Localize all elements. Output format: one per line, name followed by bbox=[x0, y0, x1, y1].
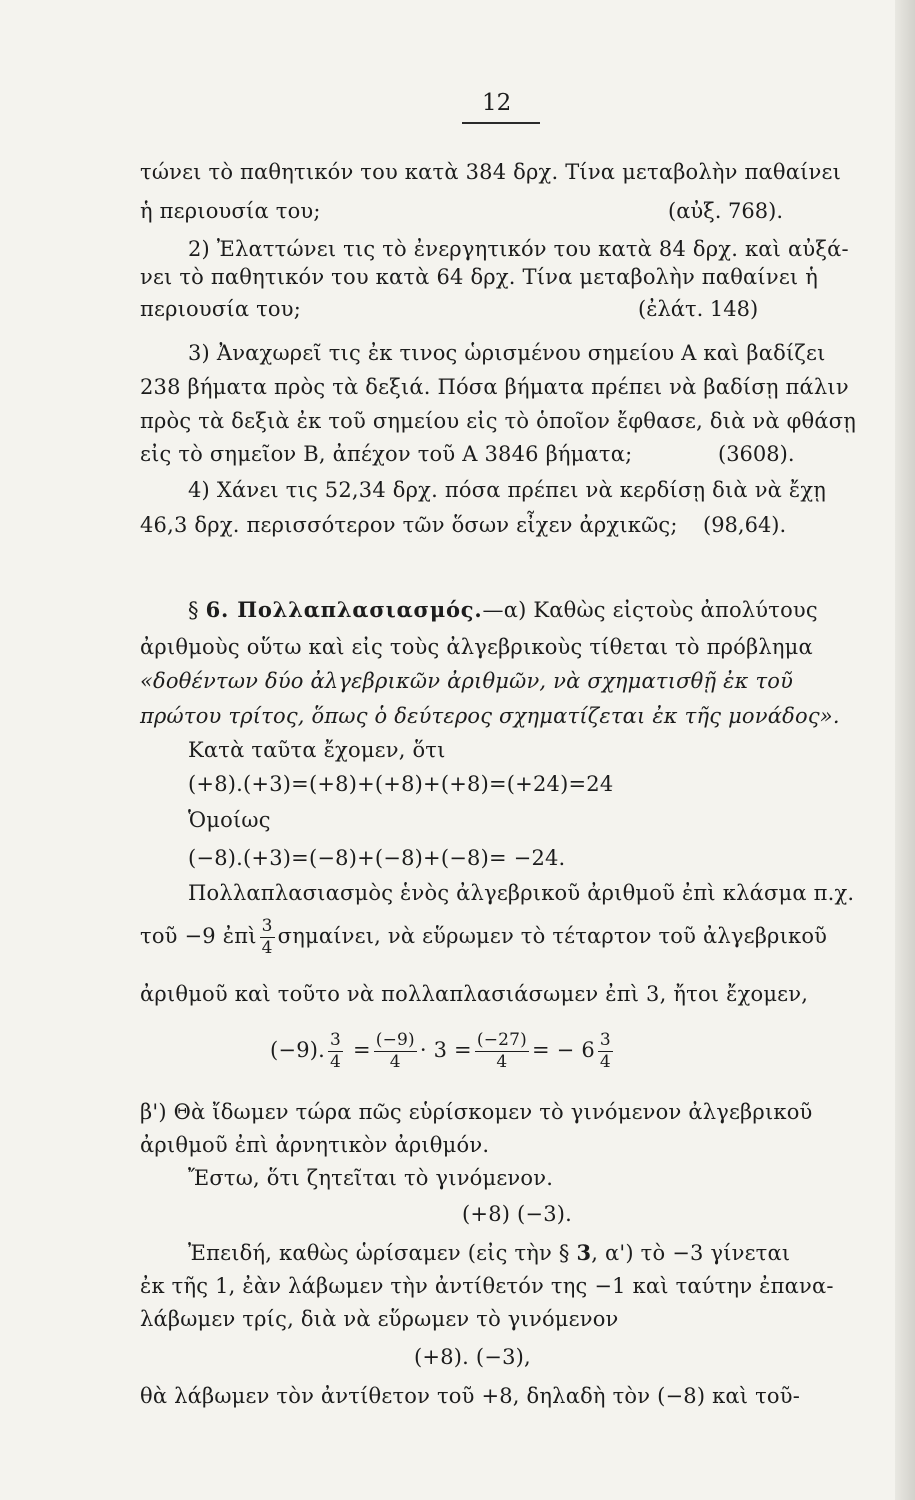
equation-part: · 3 = bbox=[419, 1038, 472, 1062]
fraction-numerator: (−9) bbox=[375, 1030, 415, 1050]
fraction-numerator: 3 bbox=[261, 916, 273, 936]
equals-sign: = bbox=[352, 1038, 371, 1062]
answer: (ἐλάτ. 148) bbox=[638, 297, 759, 321]
section-heading bbox=[188, 597, 818, 622]
text-line: περιουσία του; bbox=[140, 297, 301, 321]
text-line: Ἔστω, ὅτι ζητεῖται τὸ γινόμενον. bbox=[188, 1166, 554, 1190]
text-line: θὰ λάβωμεν τὸν ἀντίθετον τοῦ +8, δηλαδὴ τὸν (−8) καὶ τοῦ- bbox=[140, 1384, 801, 1408]
page-number: 12 bbox=[482, 90, 512, 116]
text-line: εἰς τὸ σημεῖον Β, ἀπέχον τοῦ Α 3846 βήματα; bbox=[140, 442, 633, 466]
text-line: 46,3 δρχ. περισσότερον τῶν ὅσων εἶχεν ἀρχικῶς; bbox=[140, 513, 678, 537]
fraction-numerator: (−27) bbox=[476, 1030, 527, 1050]
section-reference: 3 bbox=[576, 1240, 592, 1265]
fraction bbox=[475, 1032, 529, 1071]
page-edge-shadow bbox=[895, 0, 915, 1500]
text-line: ἀριθμοῦ καὶ τοῦτο νὰ πολλαπλασιάσωμεν ἐπὶ 3, ἤτοι ἔχομεν, bbox=[140, 982, 809, 1006]
fraction-denominator: 4 bbox=[599, 1052, 611, 1072]
answer: (αὐξ. 768). bbox=[668, 199, 784, 223]
text-line: τώνει τὸ παθητικόν του κατὰ 384 δρχ. Τίνα μεταβολὴν παθαίνει bbox=[140, 160, 842, 184]
equation: (+8) (−3). bbox=[462, 1202, 573, 1226]
fraction-line bbox=[140, 918, 827, 957]
fraction-denominator: 4 bbox=[389, 1052, 401, 1072]
text-fragment: σημαίνει, νὰ εὕρωμεν τὸ τέταρτον τοῦ ἀλγεβρικοῦ bbox=[277, 924, 828, 948]
fraction bbox=[374, 1032, 417, 1071]
text-line: Πολλαπλασιασμὸς ἑνὸς ἀλγεβρικοῦ ἀριθμοῦ ἐπὶ κλάσμα π.χ. bbox=[188, 881, 855, 905]
text-line: πρὸς τὰ δεξιὰ ἐκ τοῦ σημείου εἰς τὸ ὁποῖον ἔφθασε, διὰ νὰ φθάσῃ bbox=[140, 409, 857, 433]
fraction-denominator: 4 bbox=[330, 1052, 342, 1072]
text-line: ἡ περιουσία του; bbox=[140, 199, 321, 223]
exercise-3: 3) Ἀναχωρεῖ τις ἐκ τινος ὡρισμένου σημείου Α καὶ βαδίζει bbox=[188, 341, 826, 365]
fraction-numerator: 3 bbox=[330, 1030, 342, 1050]
text-line bbox=[188, 1240, 790, 1265]
fraction-denominator: 4 bbox=[261, 938, 273, 958]
fraction-equation bbox=[270, 1032, 616, 1071]
answer: (3608). bbox=[718, 442, 795, 466]
fraction bbox=[260, 918, 275, 957]
text-fragment: Ἐπειδή, καθὼς ὡρίσαμεν (εἰς τὴν § bbox=[188, 1241, 570, 1265]
page-number-rule bbox=[462, 122, 540, 124]
text-line: ἀριθμοῦ ἐπὶ ἀρνητικὸν ἀριθμόν. bbox=[140, 1133, 490, 1157]
exercise-2: 2) Ἐλαττώνει τις τὸ ἐνεργητικόν του κατὰ 84 δρχ. καὶ αὐξά- bbox=[188, 237, 849, 261]
fraction bbox=[598, 1032, 613, 1071]
text-line: β') Θὰ ἴδωμεν τώρα πῶς εὑρίσκομεν τὸ γινόμενον ἀλγεβρικοῦ bbox=[140, 1100, 813, 1124]
text-line: ἀριθμοὺς οὕτω καὶ εἰς τοὺς ἀλγεβρικοὺς τίθεται τὸ πρόβλημα bbox=[140, 635, 813, 659]
exercise-4: 4) Χάνει τις 52,34 δρχ. πόσα πρέπει νὰ κερδίσῃ διὰ νὰ ἔχῃ bbox=[188, 478, 827, 502]
definition-line: «δοθέντων δύο ἀλγεβρικῶν ἀριθμῶν, νὰ σχηματισθῇ ἐκ τοῦ bbox=[140, 669, 794, 693]
text-fragment: , α') τὸ −3 γίνεται bbox=[591, 1241, 791, 1265]
text-line: λάβωμεν τρίς, διὰ νὰ εὕρωμεν τὸ γινόμενον bbox=[140, 1307, 619, 1331]
equation: (+8). (−3), bbox=[414, 1345, 531, 1369]
equation: (+8).(+3)=(+8)+(+8)+(+8)=(+24)=24 bbox=[188, 772, 614, 796]
answer: (98,64). bbox=[703, 513, 787, 537]
equation: (−8).(+3)=(−8)+(−8)+(−8)= −24. bbox=[188, 846, 566, 870]
equation-part: = − 6 bbox=[532, 1038, 595, 1062]
fraction bbox=[328, 1032, 343, 1071]
text-line: 238 βήματα πρὸς τὰ δεξιά. Πόσα βήματα πρέπει νὰ βαδίσῃ πάλιν bbox=[140, 375, 849, 399]
text-line: ἐκ τῆς 1, ἐὰν λάβωμεν τὴν ἀντίθετόν της −1 καὶ ταύτην ἐπανα- bbox=[140, 1274, 834, 1298]
text-line: Ὁμοίως bbox=[188, 808, 271, 832]
text-line: νει τὸ παθητικόν του κατὰ 64 δρχ. Τίνα μεταβολὴν παθαίνει ἡ bbox=[140, 265, 818, 289]
section-lead: —α) Καθὼς εἰςτοὺς ἀπολύτους bbox=[482, 598, 818, 622]
fraction-denominator: 4 bbox=[496, 1052, 508, 1072]
equation-part: (−9). bbox=[270, 1038, 326, 1062]
definition-line: πρώτου τρίτος, ὅπως ὁ δεύτερος σχηματίζεται ἐκ τῆς μονάδος». bbox=[140, 704, 840, 728]
section-title: 6. Πολλαπλασιασμός. bbox=[205, 597, 483, 622]
text-line: Κατὰ ταῦτα ἔχομεν, ὅτι bbox=[188, 738, 446, 762]
fraction-numerator: 3 bbox=[599, 1030, 611, 1050]
section-sign: § bbox=[188, 598, 199, 622]
text-fragment: τοῦ −9 ἐπὶ bbox=[140, 924, 257, 948]
